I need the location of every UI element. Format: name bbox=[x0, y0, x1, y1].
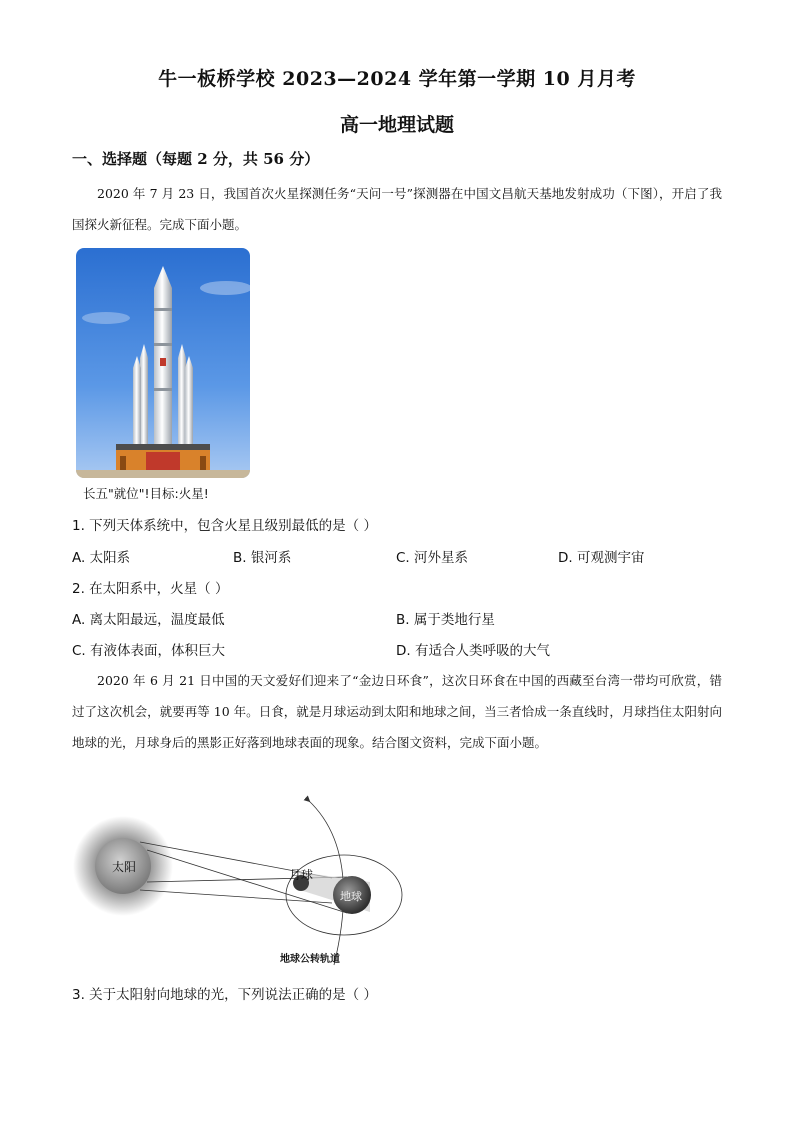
sun-label: 太阳 bbox=[112, 860, 137, 874]
eclipse-illustration bbox=[72, 790, 412, 970]
question-1-option-d[interactable]: D. 可观测宇宙 bbox=[558, 550, 645, 566]
diagram-caption: 地球公转轨道 bbox=[280, 954, 340, 965]
question-2-option-b[interactable]: B. 属于类地行星 bbox=[396, 612, 495, 628]
rocket-illustration bbox=[76, 248, 250, 478]
question-1-option-c[interactable]: C. 河外星系 bbox=[396, 550, 469, 566]
rocket-photo bbox=[76, 248, 250, 478]
question-1-option-b[interactable]: B. 银河系 bbox=[233, 550, 292, 566]
question-2-option-c[interactable]: C. 有液体表面，体积巨大 bbox=[72, 643, 226, 659]
question-2-option-d[interactable]: D. 有适合人类呼吸的大气 bbox=[396, 643, 550, 659]
exam-title: 牛一板桥学校 2023—2024 学年第一学期 10 月月考 bbox=[158, 68, 636, 90]
question-1-stem: 1. 下列天体系统中，包含火星且级别最低的是（ ） bbox=[72, 518, 377, 534]
question-2-stem: 2. 在太阳系中，火星（ ） bbox=[72, 581, 229, 597]
passage-1: 2020 年 7 月 23 日，我国首次火星探测任务“天问一号”探测器在中国文昌航天基地发射成功（下图），开启了我国探火新征程。完成下面小题。 bbox=[72, 186, 722, 232]
passage-2: 2020 年 6 月 21 日中国的天文爱好们迎来了“金边日环食”，这次日环食在中国的西藏至台湾一带均可欣赏，错过了这次机会，就要再等 10 年。日食，就是月球运动到太阳和地球之间，当三者恰成一条直线时，月球挡住太阳射向地球的光，月球身后的黑影正好落到地球表面的现象。结合图文资料，完成下面小题。 bbox=[72, 673, 722, 750]
photo-caption: 长五"就位"!目标:火星! bbox=[83, 486, 209, 501]
question-3-stem: 3. 关于太阳射向地球的光，下列说法正确的是（ ） bbox=[72, 987, 377, 1003]
question-2-option-a[interactable]: A. 离太阳最远，温度最低 bbox=[72, 612, 225, 628]
exam-subtitle: 高一地理试题 bbox=[339, 114, 454, 136]
earth-label: 地球 bbox=[340, 890, 362, 903]
moon-label: 月球 bbox=[289, 868, 314, 882]
section-heading: 一、选择题（每题 2 分，共 56 分） bbox=[72, 150, 320, 168]
eclipse-diagram bbox=[72, 790, 412, 970]
question-1-option-a[interactable]: A. 太阳系 bbox=[72, 550, 131, 566]
